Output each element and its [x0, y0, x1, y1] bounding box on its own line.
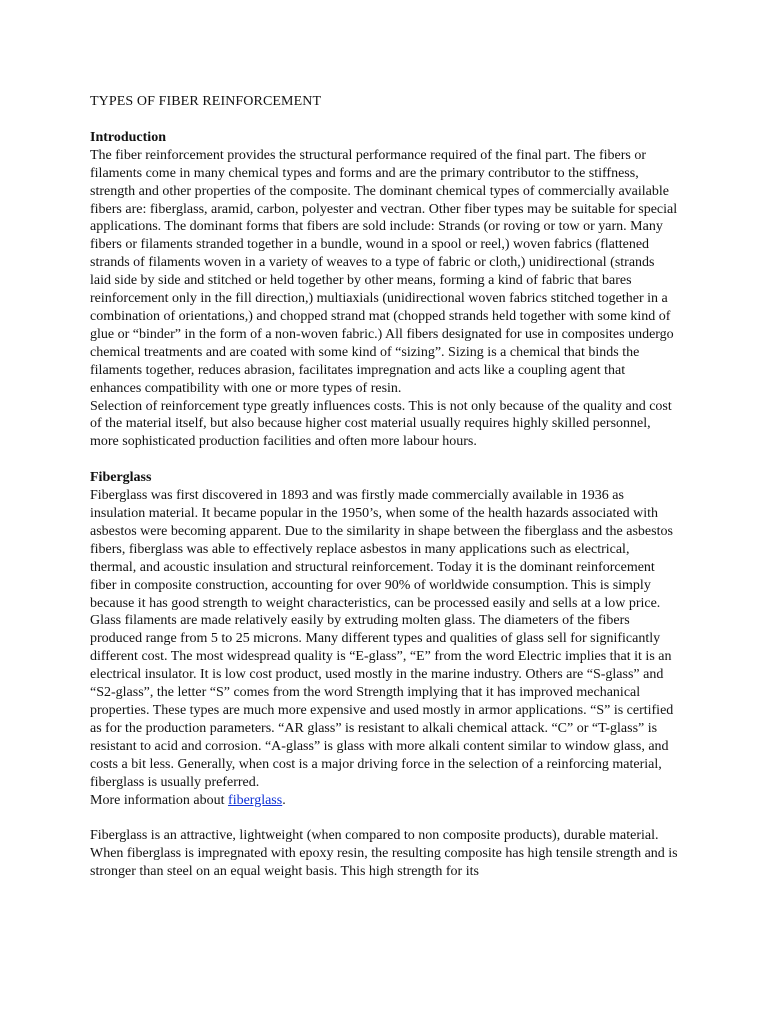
paragraph-spacer: [90, 809, 678, 827]
introduction-section: [90, 129, 678, 451]
introduction-heading: Introduction: [90, 129, 166, 145]
fiberglass-link[interactable]: fiberglass: [228, 792, 283, 808]
fiberglass-heading: Fiberglass: [90, 470, 152, 486]
fiberglass-section: [90, 469, 678, 881]
introduction-paragraph-2: Selection of reinforcement type greatly influences costs. This is not only because of the quality and cost of the material itself, but also because higher cost material usually requires highly skilled personnel, more sophisticated production facilities and often more labour hours.: [90, 398, 672, 450]
fiberglass-paragraph-1: Fiberglass was first discovered in 1893 and was firstly made commercially available in 1936 as insulation material. It became popular in the 1950’s, when some of the health hazards associated with asbestos were becoming apparent. Due to the similarity in shape between the fiberglass and the asbestos fibers, fiberglass was able to effectively replace asbestos in many applications such as electrical, thermal, and acoustic insulation and structural reinforcement. Today it is the dominant reinforcement fiber in composite construction, accounting for over 90% of worldwide consumption. This is simply because it has good strength to weight characteristics, can be processed easily and sells at a low price. Glass filaments are made relatively easily by extruding molten glass. The diameters of the fibers produced range from 5 to 25 microns. Many different types and qualities of glass sell for significantly different cost. The most widespread quality is “E-glass”, “E” from the word Electric implies that it is an electrical insulator. It is low cost product, used mostly in the marine industry. Others are “S-glass” and “S2-glass”, the letter “S” comes from the word Strength implying that it has improved mechanical properties. These types are much more expensive and used mostly in armor applications. “S” is certified as for the production parameters. “AR glass” is resistant to alkali chemical attack. “C” or “T-glass” is resistant to acid and corrosion. “A-glass” is glass with more alkali content similar to window glass, and costs a bit less. Generally, when cost is a major driving force in the selection of a reinforcing material, fiberglass is usually preferred.: [90, 488, 674, 790]
fiberglass-paragraph-2: Fiberglass is an attractive, lightweight (when compared to non composite products), durable material. When fiberglass is impregnated with epoxy resin, the resulting composite has high tensile strength and is stronger than steel on an equal weight basis. This high strength for its: [90, 828, 678, 880]
section-spacer: [90, 451, 678, 469]
document-title: TYPES OF FIBER REINFORCEMENT: [90, 94, 322, 109]
introduction-paragraph-1: The fiber reinforcement provides the structural performance required of the final part. The fibers or filaments come in many chemical types and forms and are the primary contributor to the stiffness, strength and other properties of the composite. The dominant chemical types of commercially available fibers are: fiberglass, aramid, carbon, polyester and vectran. Other fiber types may be suitable for special applications. The dominant forms that fibers are sold include: Strands (or roving or tow or yarn. Many fibers or filaments stranded together in a bundle, wound in a spool or reel,) woven fabrics (flattened strands of filaments woven in a variety of weaves to a type of fabric or cloth,) unidirectional (strands laid side by side and stitched or held together by other means, forming a kind of fabric that bares reinforcement only in the fill direction,) multiaxials (unidirectional woven fabrics stitched together in a combination of orientations,) and chopped strand mat (chopped strands held together with some kind of glue or “binder” in the form of a non-woven fabric.) All fibers designated for use in composites undergo chemical treatments and are coated with some kind of “sizing”. Sizing is a chemical that binds the filaments together, reduces abrasion, facilitates impregnation and acts like a coupling agent that enhances compatibility with one or more types of resin.: [90, 147, 678, 396]
more-information-line: [90, 792, 678, 810]
document-page: [90, 93, 678, 881]
more-information-suffix: .: [282, 792, 286, 808]
more-information-prefix: More information about: [90, 792, 229, 808]
